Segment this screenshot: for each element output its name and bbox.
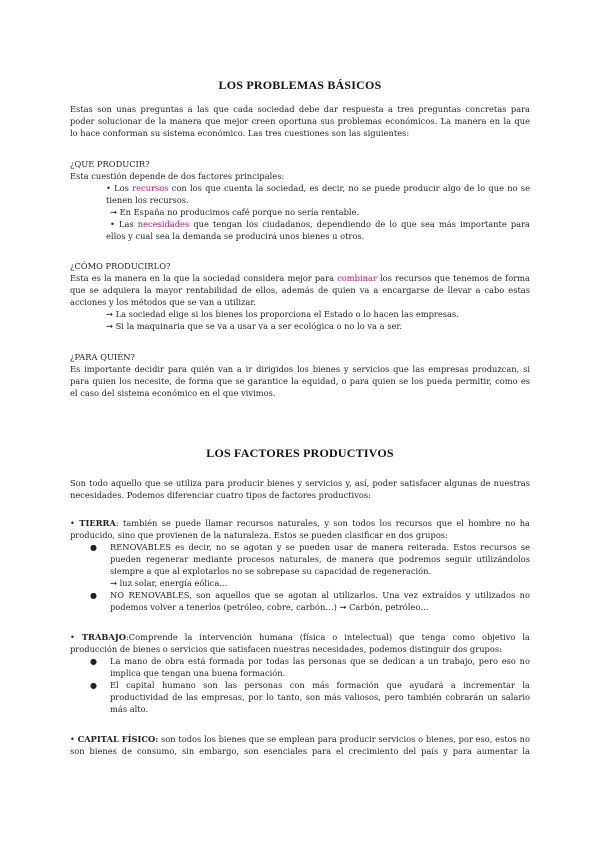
arrow-estado-empresas: ➞ La sociedad elige si los bienes los proporciona el Estado o lo hacen las empresas.: [106, 309, 459, 319]
como-line-3: acciones y los métodos que se van a utilizar.: [70, 297, 257, 307]
label-tierra: TIERRA: [79, 518, 116, 528]
renovables-line-1: RENOVABLES es decir, no se agotan y se pueden usar de manera reiterada. Estos recursos se: [110, 542, 530, 552]
no-renovables-line-1: NO RENOVABLES, son aquellos que se agotan al utilizarlos. Una vez extraídos y utilizados no: [110, 590, 530, 600]
tierra-line-1: • TIERRA: también se puede llamar recursos naturales, y son todos los recursos que el hombre no ha: [70, 518, 530, 528]
heading-que-producir: ¿QUE PRODUCIR?: [70, 159, 150, 169]
bullet-dot-capital-humano: ●: [90, 681, 97, 690]
capital-humano-line-1: El capital humano son las personas con más formación que ayudará a incrementar la: [110, 680, 530, 690]
capital-humano-line-3: más alto.: [110, 704, 149, 714]
capital-fisico-line-1: • CAPITAL FÍSICO: son todos los bienes que se emplean para producir servicios o bienes, por eso, estos no: [70, 734, 530, 744]
no-renovables-line-2: podemos volver a tenerlos (petróleo, cobre, carbón…) ➞ Carbón, petróleo…: [110, 602, 429, 612]
para-quien-line-3: el caso del sistema económico en el que vivimos.: [70, 388, 276, 398]
label-trabajo: TRABAJO: [81, 632, 126, 642]
bullet-dot-no-renovables: ●: [90, 591, 97, 600]
highlight-recursos: recursos: [132, 183, 169, 193]
bullet-recursos: • Los recursos con los que cuenta la sociedad, es decir, no se puede producir algo de lo que no se: [106, 183, 530, 193]
bullet-necesidades-cont: ellos y cual sea la demanda se producirá unos bienes u otros.: [106, 231, 365, 241]
renovables-line-2: pueden regenerar mediante procesos naturales, de manera que podremos seguir utilizándolos: [110, 554, 530, 564]
tierra-line-2: producido, sino que provienen de la naturaleza. Estos se pueden clasificar en dos grupos:: [70, 530, 448, 540]
intro-line-3: lo hace conforman su sistema económico. Las tres cuestiones son las siguientes:: [70, 128, 410, 138]
renovables-arrow: ➞ luz solar, energía eólica…: [110, 578, 228, 588]
intro-line-2: poder solucionar de la manera que mejor creen oportuna sus problemas económicos. La manera en la que: [70, 116, 530, 126]
capital-fisico-line-2: son bienes de consumo, sin embargo, son esenciales para el crecimiento del país y para aumentar la: [70, 746, 530, 756]
section-title-problemas: LOS PROBLEMAS BÁSICOS: [218, 78, 382, 92]
label-capital-fisico: CAPITAL FÍSICO:: [77, 734, 159, 744]
capital-humano-line-2: productividad de las empresas, por lo tanto, son más valiosos, pero también cobrarán un salario: [110, 692, 530, 702]
arrow-cafe: ➞ En España no producimos café porque no sería rentable.: [110, 207, 360, 217]
para-quien-line-1: Es importante decidir para quién van a ir dirigidos los bienes y servicios que las empresas produzcan, si: [70, 364, 530, 374]
bullet-recursos-cont: tienen los recursos.: [106, 195, 189, 205]
arrow-maquinaria: ➞ Si la maquinaria que se va a usar va a ser ecológica o no lo va a ser.: [106, 321, 403, 331]
trabajo-line-1: • TRABAJO:Comprende la intervención humana (física o intelectual) que tenga como objetivo la: [70, 632, 530, 642]
heading-para-quien: ¿PARA QUIÉN?: [70, 352, 135, 362]
section-title-factores: LOS FACTORES PRODUCTIVOS: [206, 446, 394, 460]
mano-obra-line-1: La mano de obra está formada por todas las personas que se dedican a un trabajo, pero eso no: [110, 656, 530, 666]
mano-obra-line-2: implica que tengan una buena formación.: [110, 668, 286, 678]
highlight-combinar: combinar: [337, 273, 377, 283]
que-producir-line: Esta cuestión depende de dos factores principales:: [70, 171, 285, 181]
para-quien-line-2: para quien los necesite, de forma que se garantice la equidad, o para quien se los pueda permitir, como es: [70, 376, 530, 386]
renovables-line-3: siempre a que al explotarlos no se sobrepase su capacidad de regeneración.: [110, 566, 432, 576]
intro-line-1: Estas son unas preguntas a las que cada sociedad debe dar respuesta a tres preguntas concretas para: [70, 104, 530, 114]
bullet-necesidades: • Las necesidades que tengan los ciudadanos, dependiendo de lo que sea más importante para: [110, 219, 530, 229]
factores-intro-2: necesidades. Podemos diferenciar cuatro tipos de factores productivos:: [70, 490, 371, 500]
factores-intro-1: Son todo aquello que se utiliza para producir bienes y servicios y, así, poder satisfacer algunas de nuestras: [70, 478, 530, 488]
heading-como-producirlo: ¿CÓMO PRODUCIRLO?: [70, 261, 171, 271]
trabajo-line-2: producción de bienes o servicios que satisfacen nuestras necesidades, podemos distinguir dos grupos:: [70, 644, 502, 654]
como-line-1: Esta es la manera en la que la sociedad considera mejor para combinar los recursos que tenemos de forma: [70, 273, 530, 283]
bullet-dot-renovables: ●: [90, 543, 97, 552]
highlight-necesidades: necesidades: [137, 219, 190, 229]
bullet-dot-mano-obra: ●: [90, 657, 97, 666]
como-line-2: que se adquiera la mayor rentabilidad de ellos, además de quien va a encargarse de llevar a cabo estas: [70, 285, 530, 295]
